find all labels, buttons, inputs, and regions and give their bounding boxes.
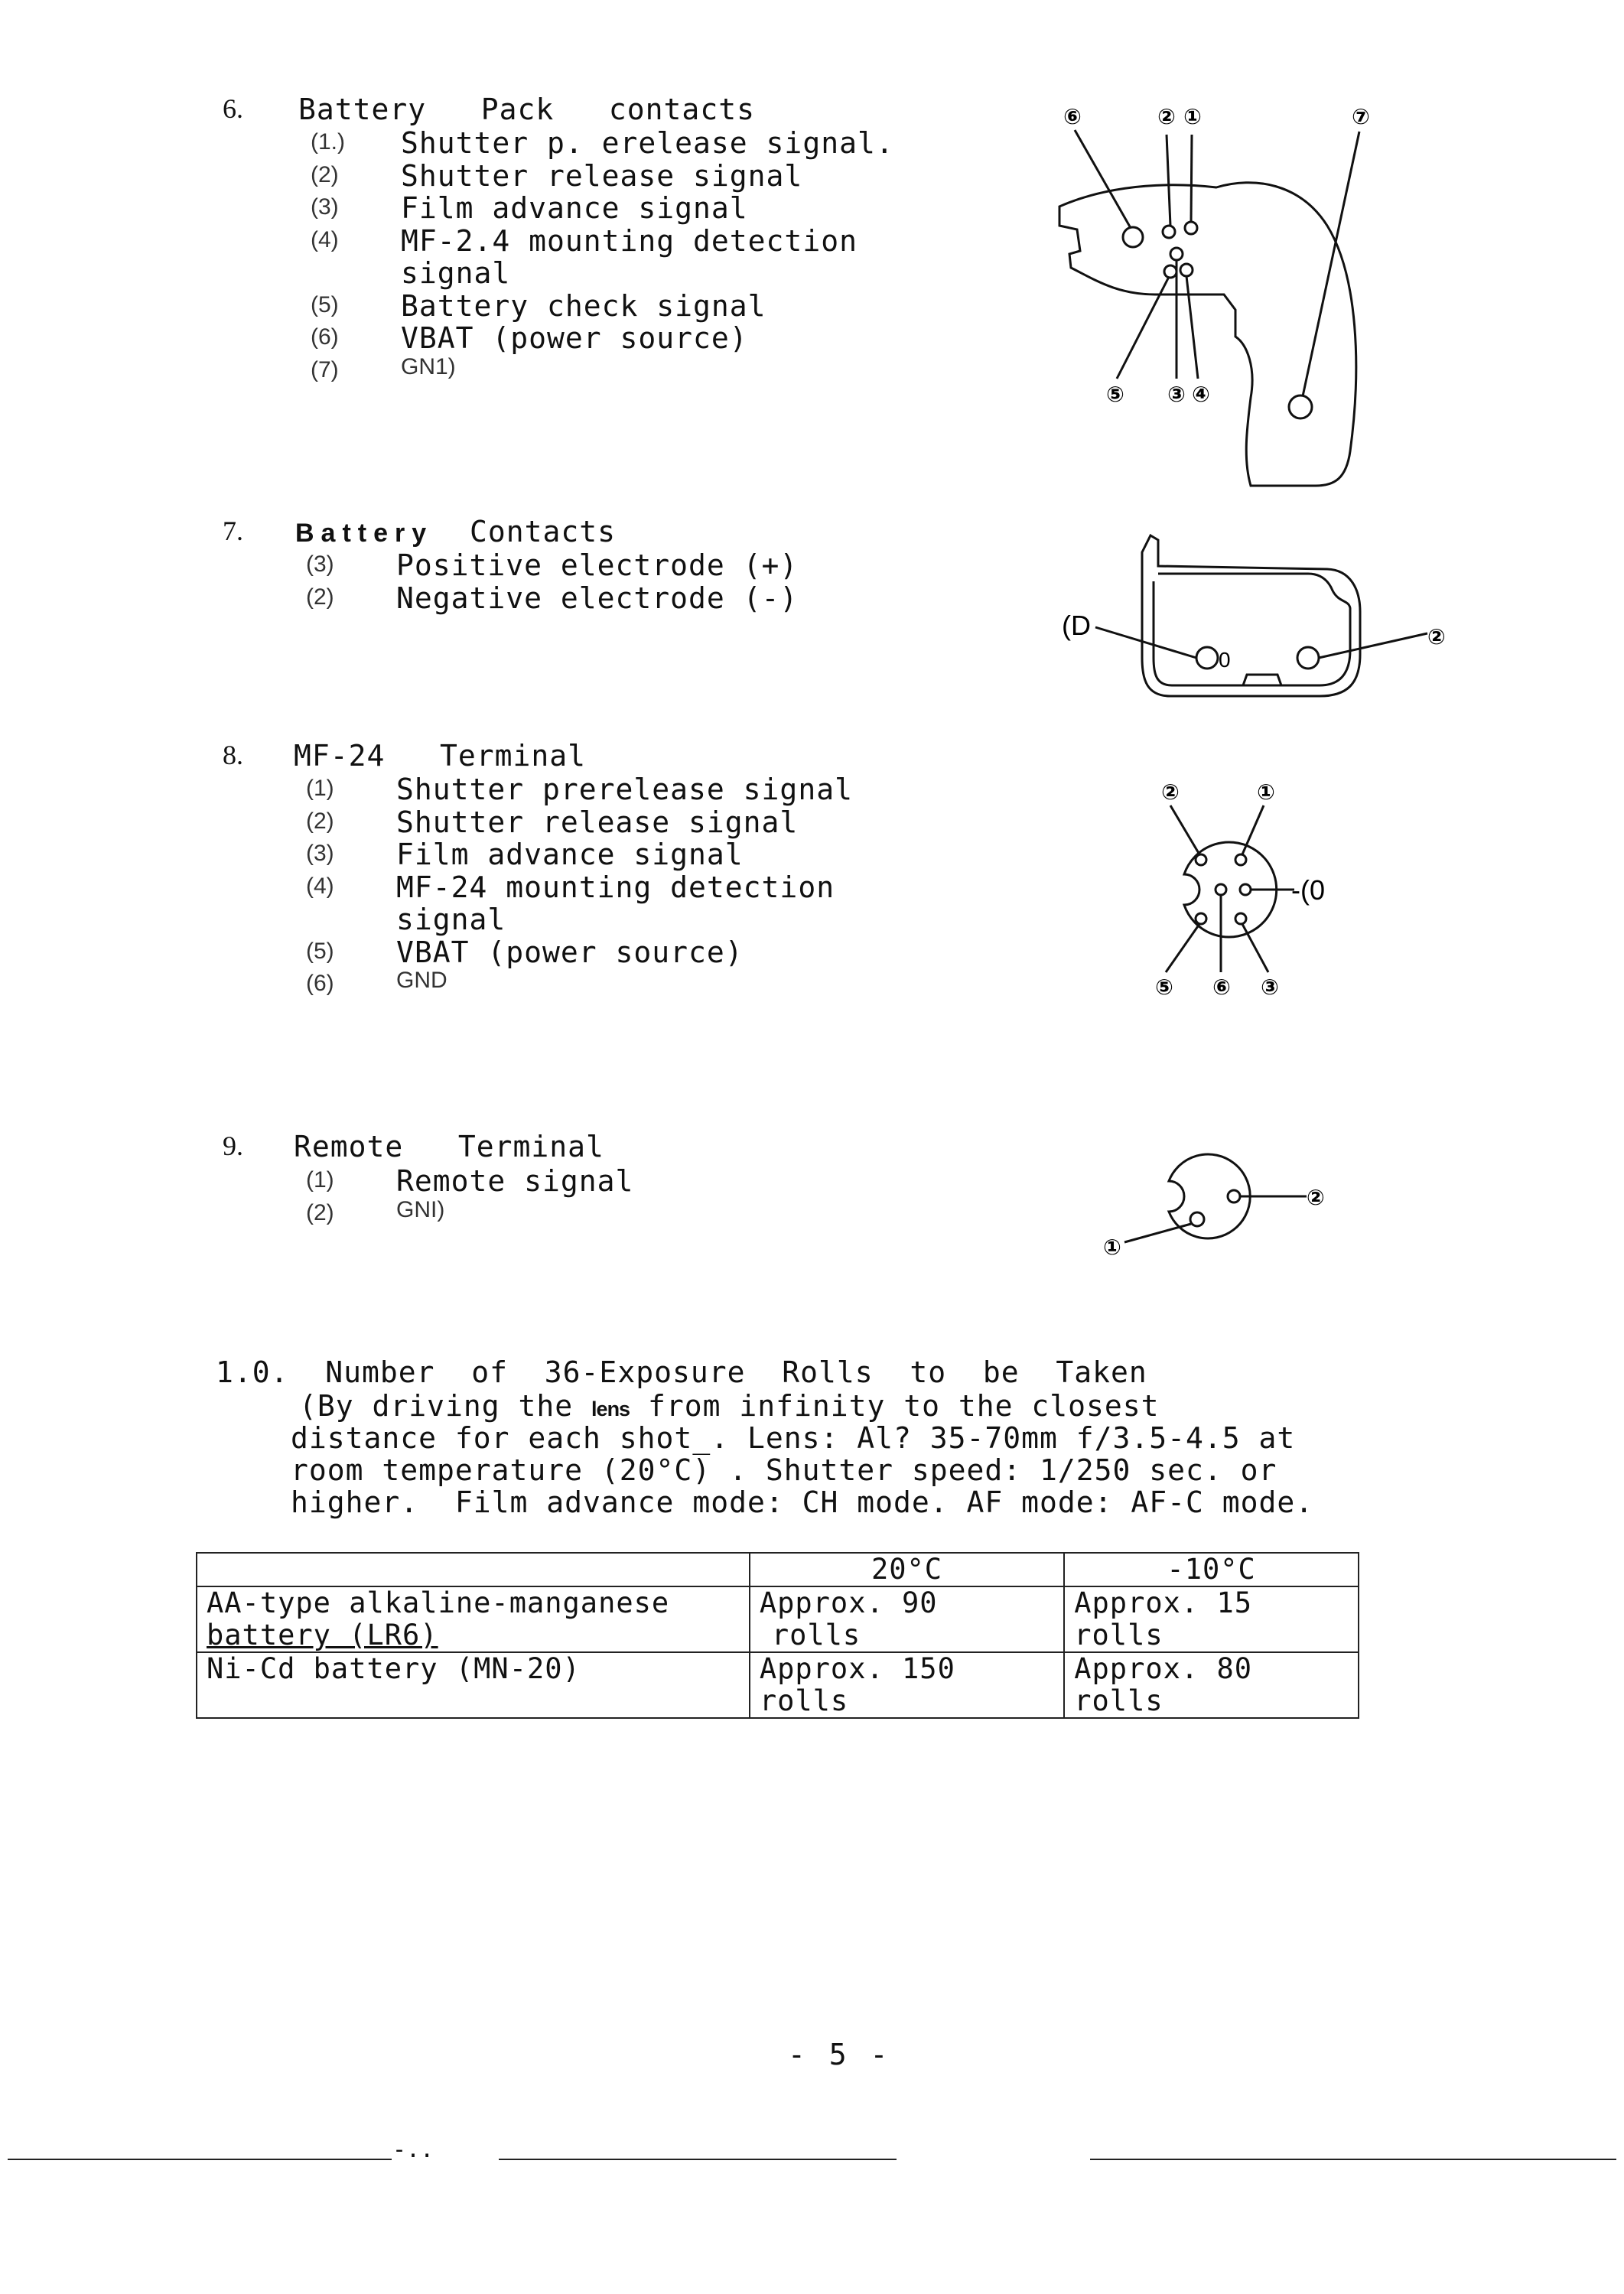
mf24-label-2: ② [1161, 779, 1180, 805]
list-item-number: (3) [306, 841, 334, 866]
list-item-number: (2) [306, 808, 334, 834]
table-header-row [197, 1553, 1359, 1586]
remote-label-1: ① [1103, 1235, 1121, 1260]
section-10-line-2: distance for each shot_. Lens: Al? 35-70mm f/3.5-4.5 at [291, 1421, 1296, 1455]
list-item-text: GND [396, 968, 447, 993]
mf24-label-4: -(0 [1291, 874, 1325, 906]
mf24-label-5: ⑤ [1155, 975, 1173, 1000]
section-10-line-1 [299, 1390, 1160, 1425]
section-7-title-bold: Battery [295, 519, 434, 548]
list-item-text: signal [396, 903, 506, 936]
list-item-text: MF-24 mounting detection [396, 870, 835, 904]
list-item-number: (4) [306, 873, 334, 899]
table-cell-battery-type [197, 1586, 750, 1652]
table-row [197, 1586, 1359, 1652]
section-10-line-1-b: from infinity to the closest [630, 1389, 1160, 1423]
list-item-text: signal [401, 256, 511, 290]
list-item-number: (3) [311, 194, 339, 220]
section-10-heading: 1.0. Number of 36-Exposure Rolls to be Taken [216, 1355, 1147, 1389]
section-10-line-1-a: (By driving the [299, 1389, 592, 1423]
section-10-line-3: room temperature (20°C) . Shutter speed: 1/250 sec. or [291, 1453, 1277, 1487]
section-9-title: Remote Terminal [294, 1130, 604, 1163]
section-7-title-rest: Contacts [469, 515, 616, 548]
page-number: - 5 - [788, 2038, 891, 2071]
table-header-20c: 20°C [750, 1553, 1064, 1586]
pack-label-5: ⑤ [1106, 382, 1124, 407]
list-item-number: (2) [311, 161, 339, 187]
list-item-text: GN1) [401, 353, 456, 379]
cell-line: Approx. 80 [1074, 1652, 1253, 1685]
cell-line: Approx. 150 [759, 1652, 955, 1685]
section-10-line-4: higher. Film advance mode: CH mode. AF mode: AF-C mode. [291, 1485, 1314, 1519]
table-cell-20c [750, 1586, 1064, 1652]
table-cell-battery-type [197, 1652, 750, 1718]
mf24-label-1: ① [1257, 779, 1275, 805]
contacts-label-inner: 0 [1219, 648, 1231, 672]
list-item-number: (6) [311, 324, 339, 350]
contacts-label-left: (D [1062, 610, 1091, 641]
section-8-number: 8. [223, 740, 243, 770]
list-item-text: Shutter p. erelease signal. [401, 126, 894, 160]
list-item-text: Shutter release signal [401, 158, 803, 193]
list-item-text: Shutter release signal [396, 805, 799, 839]
section-7-title [295, 515, 616, 548]
table-cell-minus10c [1064, 1652, 1359, 1718]
table-cell-minus10c [1064, 1586, 1359, 1652]
list-item-text: Remote signal [396, 1164, 634, 1198]
table-header-minus10c: -10°C [1064, 1553, 1359, 1586]
section-6-number: 6. [223, 93, 243, 124]
battery-contacts-diagram [1056, 535, 1453, 708]
list-item-text: Film advance signal [396, 838, 744, 871]
section-7-number: 7. [223, 516, 243, 546]
remote-terminal-diagram [1102, 1147, 1346, 1270]
cell-line: Ni-Cd battery (MN-20) [207, 1652, 581, 1685]
pack-label-1: ① [1183, 104, 1202, 129]
cell-line: rolls [759, 1684, 849, 1717]
list-item-text: VBAT (power source) [396, 935, 744, 969]
mf24-label-3: ③ [1261, 975, 1279, 1000]
contacts-label-2: ② [1427, 624, 1446, 649]
list-item-number: (5) [311, 291, 339, 317]
table-header-blank [197, 1553, 750, 1586]
list-item-number: (1) [306, 1167, 334, 1193]
cell-line: rolls [1074, 1684, 1163, 1717]
pack-label-7: ⑦ [1352, 104, 1370, 129]
list-item-number: (1.) [311, 129, 345, 155]
cell-line: battery (LR6) [207, 1619, 438, 1651]
remote-label-2: ② [1307, 1185, 1325, 1210]
pack-label-4: ④ [1192, 382, 1210, 407]
list-item-text: Positive electrode (+) [396, 548, 799, 582]
pack-label-3: ③ [1167, 382, 1186, 407]
footer-rule-left [8, 2159, 392, 2160]
list-item-number: (6) [306, 971, 334, 996]
list-item-number: (4) [311, 226, 339, 252]
list-item-text: GNI) [396, 1196, 445, 1222]
section-6-title: Battery Pack contacts [298, 93, 755, 126]
list-item-text: Negative electrode (-) [396, 581, 799, 615]
list-item-text: Shutter prerelease signal [396, 773, 853, 806]
pack-label-6: ⑥ [1063, 104, 1082, 129]
list-item-text: VBAT (power source) [401, 321, 748, 355]
list-item-number: (3) [306, 552, 334, 577]
list-item-text: MF-2.4 mounting detection [401, 223, 858, 258]
list-item-number: (5) [306, 938, 334, 964]
battery-pack-diagram [1056, 92, 1377, 497]
cell-line: rolls [771, 1619, 861, 1651]
list-item-number: (2) [306, 1199, 334, 1225]
section-10-lens-word: lens [591, 1398, 630, 1420]
pack-label-2: ② [1157, 104, 1176, 129]
table-cell-20c [750, 1652, 1064, 1718]
mf24-terminal-diagram [1147, 769, 1377, 1006]
list-item-number: (2) [306, 584, 334, 610]
footer-mark: -.. [392, 2136, 434, 2163]
rolls-table [196, 1552, 1359, 1719]
cell-line: Approx. 15 [1074, 1586, 1253, 1619]
list-item-number: (1) [306, 776, 334, 801]
footer-rule-middle [499, 2159, 897, 2160]
footer-rule-right [1090, 2159, 1616, 2160]
cell-line: rolls [1074, 1619, 1163, 1651]
list-item-text: Battery check signal [401, 288, 766, 323]
section-9-number: 9. [223, 1131, 243, 1161]
list-item-number: (7) [311, 356, 339, 382]
list-item-text: Film advance signal [401, 191, 748, 225]
mf24-label-6: ⑥ [1212, 975, 1231, 1000]
cell-line: AA-type alkaline-manganese [207, 1586, 670, 1619]
section-8-title: MF-24 Terminal [294, 739, 587, 773]
table-row [197, 1652, 1359, 1718]
cell-line: Approx. 90 [759, 1586, 938, 1619]
